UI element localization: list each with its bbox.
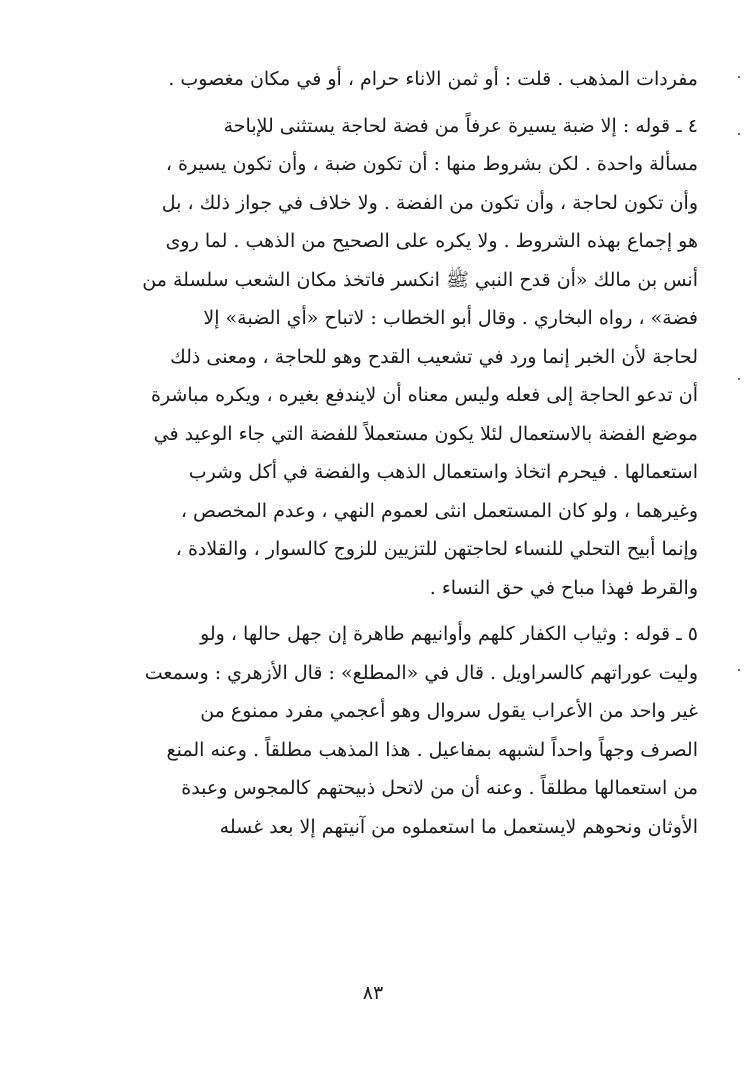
page-body [58, 60, 698, 846]
text-line: فضة» ، رواه البخاري . وقال أبو الخطاب : لاتباح «أي الضبة» إلا [203, 307, 698, 329]
paragraph-gap [58, 607, 698, 615]
text-line: وليت عوراتهم كالسراويل . قال في «المطلع» : قال الأزهري : وسمعت [144, 661, 698, 684]
paragraph-5 [58, 615, 698, 846]
text-line: هو إجماع بهذه الشروط . ولا يكره على الصحيح من الذهب . لما روى [165, 230, 698, 252]
text-line: مفردات المذهب . قلت : أو ثمن الاناء حرام ، أو في مكان مغصوب . [168, 68, 698, 90]
text-line: وغيرهما ، ولو كان المستعمل انثى لعموم النهي ، وعدم المخصص ، [180, 499, 698, 522]
scan-speck [738, 133, 740, 135]
text-line: استعمالها . فيحرم اتخاذ واستعمال الذهب والفضة في أكل وشرب [188, 461, 698, 483]
text-line: مسألة واحدة . لكن بشروط منها : أن تكون ضبة ، وأن تكون يسيرة ، [165, 153, 698, 175]
paragraph-intro [58, 60, 698, 99]
scan-speck [738, 76, 740, 78]
text-line: أن تدعو الحاجة إلى فعله وليس معناه أن لايندفع بغيره ، ويكره مباشرة [150, 384, 698, 406]
paragraph-4 [58, 107, 698, 608]
text-line: الأوثان ونحوهم لايستعمل ما استعملوه من آنيتهم إلا بعد غسله [219, 815, 698, 838]
text-line: أنس بن مالك «أن قدح النبي ﷺ انكسر فاتخذ مكان الشعب سلسلة من [142, 268, 698, 291]
text-line: غير واحد من الأعراب يقول سروال وهو أعجمي مفرد ممنوع من [200, 700, 698, 722]
scan-speck [738, 378, 740, 380]
text-line: موضع الفضة بالاستعمال لئلا يكون مستعملاً للفضة التي جاء الوعيد في [153, 422, 698, 445]
text-line: الصرف وجهاً واحداً لشبهه بمفاعيل . هذا المذهب مطلقاً . وعنه المنع [166, 738, 698, 761]
text-line: ٤ ـ قوله : إلا ضبة يسيرة عرفاً من فضة لحاجة يستثنى للإباحة [223, 114, 698, 137]
scan-speck [738, 669, 740, 671]
text-line: وأن تكون لحاجة ، وأن تكون من الفضة . ولا خلاف في جواز ذلك ، بل [161, 191, 698, 214]
paragraph-gap [58, 99, 698, 107]
text-line: ٥ ـ قوله : وثياب الكفار كلهم وأوانيهم طاهرة إن جهل حالها ، ولو [200, 623, 698, 645]
page-number: ٨٣ [362, 982, 384, 1004]
text-line: من استعمالها مطلقاً . وعنه أن من لاتحل ذبيحتهم كالمجوس وعبدة [181, 777, 698, 799]
text-line: والقرط فهذا مباح في حق النساء . [429, 576, 698, 599]
text-line: وإنما أبيح التحلي للنساء لحاجتهن للتزيين للزوج كالسوار ، والقلادة ، [175, 538, 698, 560]
text-line: لحاجة لأن الخبر إنما ورد في تشعيب القدح وهو للحاجة ، ومعنى ذلك [170, 345, 698, 368]
